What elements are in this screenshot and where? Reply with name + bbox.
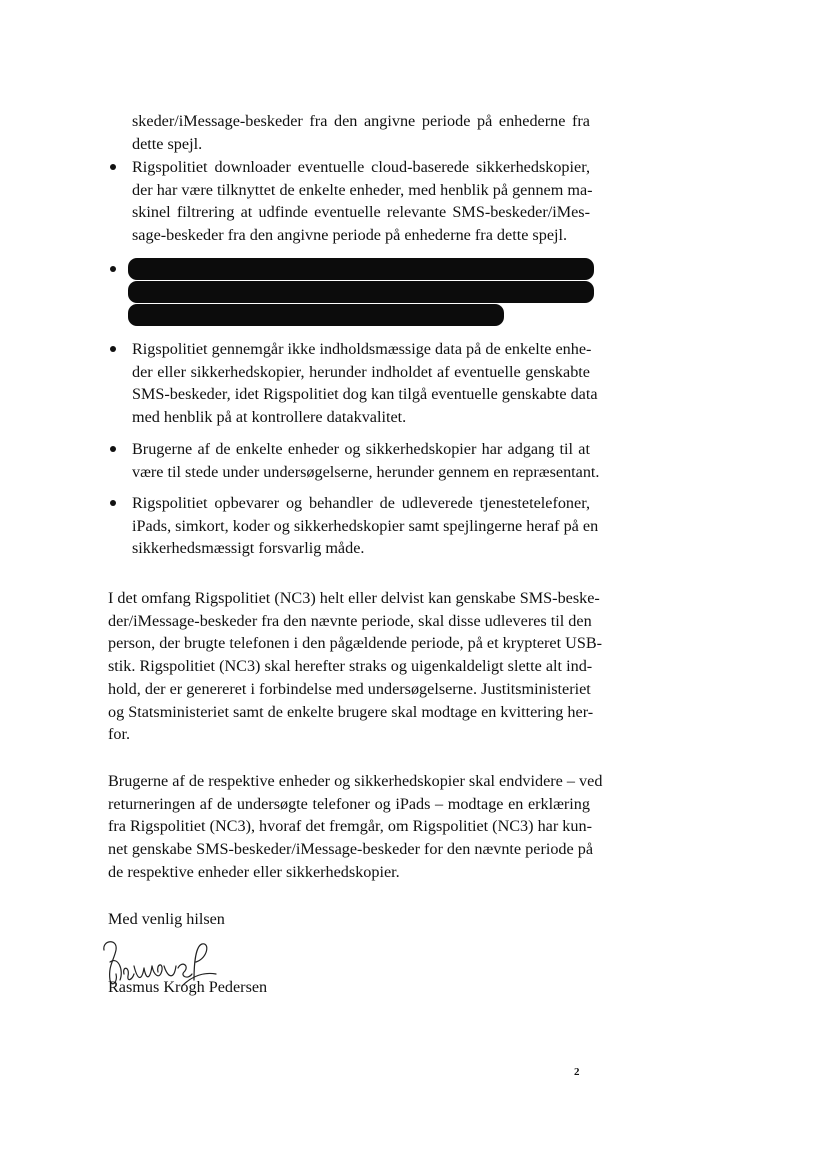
text-line: hold, der er genereret i forbindelse med undersøgelserne. Justitsministeriet <box>108 679 591 698</box>
text-line: Brugerne af de respektive enheder og sikkerhedskopier skal endvidere – ved <box>108 772 603 790</box>
body-paragraph <box>108 587 603 746</box>
continuation-text <box>108 110 590 155</box>
text-line: returneringen af de undersøgte telefoner og iPads – modtage en erklæring <box>108 794 590 813</box>
text-line: person, der brugte telefonen i den pågældende periode, på et krypteret USB- <box>108 634 603 653</box>
signatory-name: Rasmus Krogh Pedersen <box>108 978 268 996</box>
text-line: de respektive enheder eller sikkerhedskopier. <box>108 862 400 881</box>
redaction-bar <box>128 304 504 326</box>
text-line: I det omfang Rigspolitiet (NC3) helt eller delvist kan genskabe SMS-beske- <box>108 589 600 607</box>
text-line: sage-beskeder fra den angivne periode på enhederne fra dette spejl. <box>132 226 568 245</box>
redaction-bar <box>128 258 594 280</box>
closing-line: Med venlig hilsen <box>108 910 225 928</box>
text-line: Rigspolitiet downloader eventuelle cloud-baserede sikkerhedskopier, <box>132 158 590 176</box>
text-line: med henblik på at kontrollere datakvalitet. <box>132 408 407 427</box>
text-line: for. <box>108 725 131 744</box>
text-line: Rigspolitiet gennemgår ikke indholdsmæssige data på de enkelte enhe- <box>132 340 592 358</box>
text-line: fra Rigspolitiet (NC3), hvoraf det fremgår, om Rigspolitiet (NC3) har kun- <box>108 817 592 836</box>
page-number: 2 <box>574 1066 580 1078</box>
bullet-icon <box>110 500 116 506</box>
bullet-icon <box>110 446 116 452</box>
redaction-bar <box>128 281 594 303</box>
text-line: skeder/iMessage-beskeder fra den angivne periode på enhederne fra <box>132 112 590 130</box>
text-line: der har være tilknyttet de enkelte enheder, med henblik på gennem ma- <box>132 180 593 199</box>
text-line: der eller sikkerhedskopier, herunder indholdet af eventuelle genskabte <box>132 362 590 381</box>
text-line: være til stede under undersøgelserne, herunder gennem en repræsentant. <box>132 462 600 481</box>
text-line: der/iMessage-beskeder fra den nævnte periode, skal disse udleveres til den <box>108 611 592 630</box>
text-line: sikkerhedsmæssigt forsvarlig måde. <box>132 539 365 558</box>
text-line: SMS-beskeder, idet Rigspolitiet dog kan tilgå eventuelle genskabte data <box>132 385 598 404</box>
text-line: Rigspolitiet opbevarer og behandler de udleverede tjenestetelefoner, <box>132 494 590 512</box>
text-line: dette spejl. <box>132 134 203 153</box>
bullet-icon <box>110 346 116 352</box>
bullet-icon <box>110 164 116 170</box>
text-line: iPads, simkort, koder og sikkerhedskopier samt spejlingerne heraf på en <box>132 516 599 535</box>
bullet-icon <box>110 266 116 272</box>
text-line: stik. Rigspolitiet (NC3) skal herefter straks og uigenkaldeligt slette alt ind- <box>108 657 593 676</box>
text-line: net genskabe SMS-beskeder/iMessage-beskeder for den nævnte periode på <box>108 840 594 859</box>
text-line: Brugerne af de enkelte enheder og sikkerhedskopier har adgang til at <box>132 440 590 458</box>
text-line: skinel filtrering at udfinde eventuelle relevante SMS-beskeder/iMes- <box>132 203 590 222</box>
body-paragraph <box>108 770 603 884</box>
text-line: og Statsministeriet samt de enkelte brugere skal modtage en kvittering her- <box>108 702 594 721</box>
